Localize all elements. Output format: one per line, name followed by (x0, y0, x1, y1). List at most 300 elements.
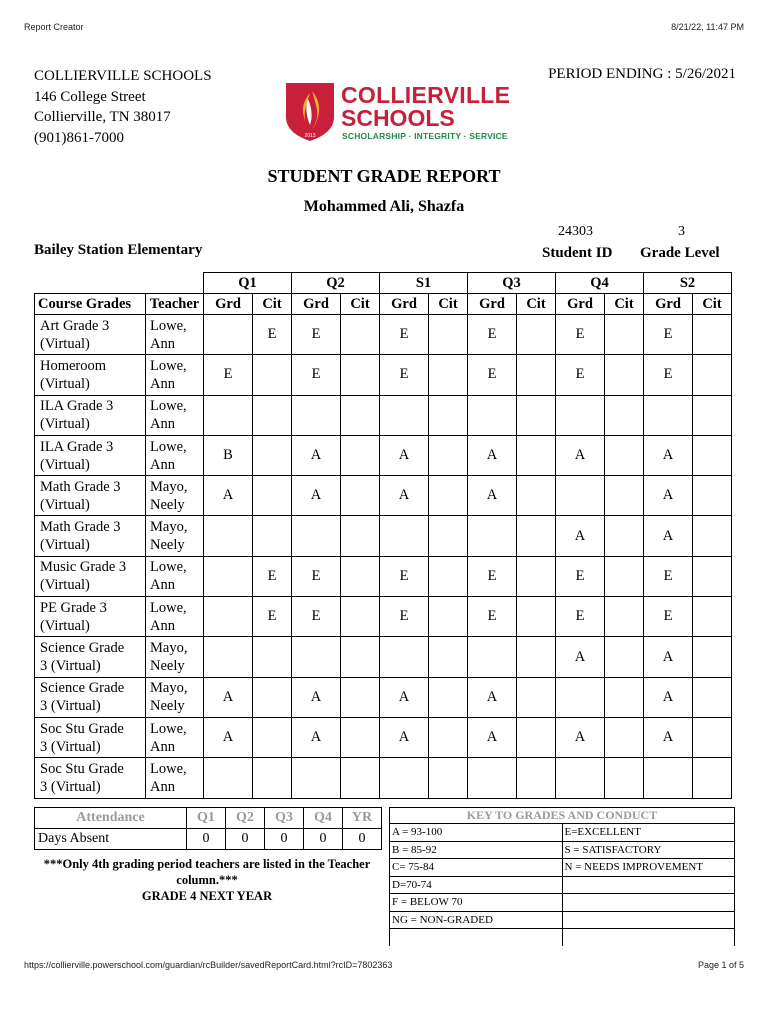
citizenship-cell (429, 637, 468, 677)
grade-cell: A (556, 717, 605, 757)
teacher-name-line: Mayo, (150, 519, 188, 536)
citizenship-cell (517, 476, 556, 516)
teacher-name (146, 677, 204, 717)
grade-key-table (389, 807, 735, 946)
grade-cell (468, 637, 517, 677)
grade-cell: A (292, 677, 341, 717)
key-row (390, 911, 735, 929)
school-building: Bailey Station Elementary (34, 242, 203, 258)
course-name (35, 677, 146, 717)
grade-cell: E (380, 315, 429, 355)
citizenship-cell (341, 476, 380, 516)
cit-header: Cit (429, 294, 468, 315)
grade-cell: E (556, 315, 605, 355)
grade-cell: A (204, 717, 253, 757)
school-phone: (901)861-7000 (34, 129, 124, 146)
citizenship-cell (605, 758, 644, 798)
citizenship-cell (693, 758, 732, 798)
grade-cell (468, 395, 517, 435)
grade-cell (204, 516, 253, 556)
grade-cell (380, 637, 429, 677)
key-grade-range: D=70-74 (390, 876, 563, 894)
teacher-name (146, 395, 204, 435)
teacher-name-line: Neely (150, 698, 185, 715)
attendance-col: YR (343, 808, 382, 829)
grade-cell: A (644, 476, 693, 516)
key-grade-range: A = 93-100 (390, 824, 563, 842)
grade-cell: A (380, 435, 429, 475)
attendance-col: Q1 (187, 808, 226, 829)
citizenship-cell (429, 516, 468, 556)
citizenship-cell: E (253, 597, 292, 637)
grade-cell (204, 395, 253, 435)
grade-cell: E (468, 315, 517, 355)
course-name-line: Soc Stu Grade (40, 760, 124, 777)
grade-cell: A (644, 677, 693, 717)
citizenship-cell (253, 435, 292, 475)
grade-cell (380, 758, 429, 798)
grade-cell: E (380, 355, 429, 395)
grade-cell: E (468, 597, 517, 637)
teacher-name-line: Ann (150, 577, 175, 594)
grade-cell: E (644, 315, 693, 355)
grades-table (34, 272, 732, 799)
school-city: Collierville, TN 38017 (34, 109, 171, 125)
grade-cell (468, 516, 517, 556)
course-name-line: Math Grade 3 (40, 519, 121, 536)
grades-body (35, 315, 732, 799)
report-title: STUDENT GRADE REPORT (267, 166, 501, 186)
citizenship-cell (693, 556, 732, 596)
citizenship-cell (341, 758, 380, 798)
course-name-line: (Virtual) (40, 375, 90, 392)
grade-cell: E (556, 355, 605, 395)
citizenship-cell (693, 717, 732, 757)
course-name-line: (Virtual) (40, 335, 90, 352)
cit-header: Cit (517, 294, 556, 315)
course-row (35, 355, 732, 395)
course-name-line: ILA Grade 3 (40, 438, 114, 455)
citizenship-cell: E (253, 556, 292, 596)
citizenship-cell (341, 435, 380, 475)
student-id-label: Student ID (542, 245, 613, 261)
teacher-name-line: Lowe, (150, 317, 187, 334)
period-header: Q3 (468, 273, 556, 294)
teacher-name-line: Ann (150, 416, 175, 433)
course-name-line: Soc Stu Grade (40, 720, 124, 737)
citizenship-cell (253, 758, 292, 798)
course-name-line: Math Grade 3 (40, 478, 121, 495)
citizenship-cell (605, 516, 644, 556)
grade-cell: A (468, 717, 517, 757)
key-conduct: S = SATISFACTORY (562, 841, 735, 859)
citizenship-cell (517, 556, 556, 596)
teacher-name-line: Ann (150, 456, 175, 473)
citizenship-cell (517, 677, 556, 717)
teacher-name-line: Ann (150, 375, 175, 392)
school-address (34, 66, 212, 148)
teacher-name-line: Lowe, (150, 438, 187, 455)
print-timestamp: 8/21/22, 11:47 PM (671, 22, 744, 32)
grade-cell (292, 516, 341, 556)
grade-cell: A (380, 476, 429, 516)
key-conduct: E=EXCELLENT (562, 824, 735, 842)
grade-cell: A (644, 435, 693, 475)
grade-cell: E (468, 355, 517, 395)
citizenship-cell (429, 395, 468, 435)
citizenship-cell (605, 556, 644, 596)
citizenship-cell (693, 677, 732, 717)
school-logo-icon (282, 79, 338, 143)
grade-cell: A (204, 677, 253, 717)
grade-cell (556, 677, 605, 717)
teacher-name-line: Lowe, (150, 559, 187, 576)
grd-header: Grd (380, 294, 429, 315)
student-name: Mohammed Ali, Shazfa (303, 198, 465, 215)
grade-cell: E (556, 597, 605, 637)
course-name-line: (Virtual) (40, 537, 90, 554)
teacher-name-line: Neely (150, 658, 185, 675)
course-name-line: 3 (Virtual) (40, 778, 101, 795)
citizenship-cell (341, 597, 380, 637)
teacher-name-line: Ann (150, 617, 175, 634)
grade-cell (556, 395, 605, 435)
course-name-line: Homeroom (40, 357, 107, 374)
course-row (35, 677, 732, 717)
course-name-line: (Virtual) (40, 577, 90, 594)
citizenship-cell (517, 315, 556, 355)
course-row (35, 717, 732, 757)
grd-header: Grd (468, 294, 517, 315)
grade-cell: E (380, 556, 429, 596)
attendance-col: Q3 (265, 808, 304, 829)
teacher-name-line: Lowe, (150, 398, 187, 415)
key-row (390, 824, 735, 842)
teacher-name-line: Lowe, (150, 720, 187, 737)
citizenship-cell (429, 435, 468, 475)
grd-header: Grd (292, 294, 341, 315)
grade-cell (204, 597, 253, 637)
course-name-line: Music Grade 3 (40, 559, 127, 576)
days-absent-value: 0 (226, 829, 265, 850)
citizenship-cell (605, 637, 644, 677)
period-header: S2 (644, 273, 732, 294)
grade-cell (556, 758, 605, 798)
course-name-line: Art Grade 3 (40, 317, 110, 334)
citizenship-cell (605, 395, 644, 435)
teacher-name-line: Mayo, (150, 680, 188, 697)
grade-cell: A (468, 476, 517, 516)
citizenship-cell (693, 395, 732, 435)
teacher-name-line: Neely (150, 537, 185, 554)
course-name (35, 395, 146, 435)
citizenship-cell (517, 355, 556, 395)
period-header: Q2 (292, 273, 380, 294)
period-header: Q4 (556, 273, 644, 294)
page-indicator: Page 1 of 5 (697, 960, 744, 970)
attendance-header-row (35, 808, 382, 829)
teacher-name (146, 315, 204, 355)
grd-header: Grd (644, 294, 693, 315)
teacher-name-line: Mayo, (150, 478, 188, 495)
citizenship-cell (605, 677, 644, 717)
course-name-line: Science Grade (40, 680, 125, 697)
course-row (35, 395, 732, 435)
grade-cell: E (556, 556, 605, 596)
citizenship-cell (693, 516, 732, 556)
grade-cell (644, 395, 693, 435)
citizenship-cell (253, 395, 292, 435)
teacher-name-line: Neely (150, 496, 185, 513)
citizenship-cell (429, 717, 468, 757)
attendance-table (34, 807, 382, 850)
grade-cell (292, 758, 341, 798)
course-name-line: 3 (Virtual) (40, 698, 101, 715)
grd-header: Grd (556, 294, 605, 315)
teacher-name-line: Ann (150, 738, 175, 755)
teacher-name (146, 355, 204, 395)
grade-cell: E (644, 597, 693, 637)
course-name (35, 435, 146, 475)
teacher-name-line: Lowe, (150, 599, 187, 616)
attendance-col: Q4 (304, 808, 343, 829)
grade-level-value: 3 (678, 224, 685, 239)
citizenship-cell (605, 435, 644, 475)
period-header: Q1 (204, 273, 292, 294)
grade-cell: E (292, 556, 341, 596)
citizenship-cell (605, 315, 644, 355)
logo-line1: COLLIERVILLE (341, 82, 511, 108)
grade-cell: B (204, 435, 253, 475)
course-row (35, 597, 732, 637)
school-name: COLLIERVILLE SCHOOLS (34, 68, 212, 84)
header-blank (35, 273, 204, 294)
citizenship-cell (253, 355, 292, 395)
citizenship-cell (693, 597, 732, 637)
course-name (35, 556, 146, 596)
citizenship-cell (517, 637, 556, 677)
citizenship-cell (429, 315, 468, 355)
key-conduct (562, 911, 735, 929)
course-name (35, 597, 146, 637)
logo-year: 2013 (304, 133, 316, 139)
teacher-name (146, 516, 204, 556)
attendance-title: Attendance (35, 808, 187, 829)
column-header-row (35, 294, 732, 315)
citizenship-cell (429, 758, 468, 798)
grade-cell: A (644, 516, 693, 556)
citizenship-cell (605, 597, 644, 637)
citizenship-cell (341, 395, 380, 435)
citizenship-cell (429, 355, 468, 395)
grade-cell: A (292, 476, 341, 516)
grade-cell: A (556, 516, 605, 556)
citizenship-cell (429, 677, 468, 717)
logo-tagline: SCHOLARSHIP · INTEGRITY · SERVICE (342, 131, 508, 141)
grade-cell: E (292, 355, 341, 395)
key-grade-range (390, 929, 563, 946)
grade-cell (292, 395, 341, 435)
grade-cell (556, 476, 605, 516)
key-row (390, 841, 735, 859)
logo-line2: SCHOOLS (341, 105, 455, 131)
citizenship-cell (253, 637, 292, 677)
teacher-name (146, 476, 204, 516)
citizenship-cell (517, 597, 556, 637)
key-grade-range: B = 85-92 (390, 841, 563, 859)
course-name-line: (Virtual) (40, 456, 90, 473)
course-row (35, 556, 732, 596)
key-row (390, 876, 735, 894)
grade-cell (292, 637, 341, 677)
grade-cell (380, 395, 429, 435)
course-name-line: (Virtual) (40, 416, 90, 433)
course-name-line: (Virtual) (40, 496, 90, 513)
grade-cell: A (292, 717, 341, 757)
citizenship-cell (341, 355, 380, 395)
key-conduct (562, 894, 735, 912)
citizenship-cell (341, 717, 380, 757)
teacher-name (146, 637, 204, 677)
course-name (35, 637, 146, 677)
grade-cell (204, 556, 253, 596)
grade-cell: E (644, 556, 693, 596)
course-name (35, 355, 146, 395)
teacher-name (146, 717, 204, 757)
grade-cell: E (644, 355, 693, 395)
cit-header: Cit (253, 294, 292, 315)
teacher-name-line: Lowe, (150, 357, 187, 374)
citizenship-cell (253, 677, 292, 717)
citizenship-cell (693, 315, 732, 355)
days-absent-value: 0 (187, 829, 226, 850)
course-name-line: ILA Grade 3 (40, 398, 114, 415)
citizenship-cell (517, 516, 556, 556)
student-id-value: 24303 (558, 224, 593, 239)
teacher-name (146, 435, 204, 475)
citizenship-cell (429, 556, 468, 596)
teacher-name-line: Lowe, (150, 760, 187, 777)
days-absent-value: 0 (265, 829, 304, 850)
app-title: Report Creator (24, 22, 84, 32)
cit-header: Cit (605, 294, 644, 315)
period-label: PERIOD ENDING (548, 66, 664, 82)
citizenship-cell (341, 516, 380, 556)
grade-cell: A (644, 637, 693, 677)
period-value: : 5/26/2021 (667, 66, 736, 82)
citizenship-cell (517, 395, 556, 435)
grade-cell (380, 516, 429, 556)
grade-cell (204, 758, 253, 798)
grade-cell (204, 315, 253, 355)
teacher-name-line: Ann (150, 778, 175, 795)
citizenship-cell (605, 717, 644, 757)
course-header: Course Grades (35, 294, 146, 315)
course-row (35, 516, 732, 556)
key-grade-range: C= 75-84 (390, 859, 563, 877)
citizenship-cell (693, 435, 732, 475)
teacher-name (146, 758, 204, 798)
days-absent-row (35, 829, 382, 850)
citizenship-cell (517, 717, 556, 757)
citizenship-cell (253, 717, 292, 757)
key-conduct (562, 876, 735, 894)
grade-cell: E (204, 355, 253, 395)
grade-cell: A (468, 677, 517, 717)
cit-header: Cit (693, 294, 732, 315)
key-grade-range: NG = NON-GRADED (390, 911, 563, 929)
teacher-header: Teacher (146, 294, 204, 315)
course-row (35, 637, 732, 677)
grade-cell (204, 637, 253, 677)
attendance-col: Q2 (226, 808, 265, 829)
grade-cell: A (644, 717, 693, 757)
page-url: https://collierville.powerschool.com/guardian/rcBuilder/savedReportCard.html?rcID=7802363 (24, 960, 393, 970)
next-year-note: GRADE 4 NEXT YEAR (141, 889, 273, 903)
grade-cell: E (292, 597, 341, 637)
days-absent-value: 0 (304, 829, 343, 850)
course-row (35, 435, 732, 475)
period-header: S1 (380, 273, 468, 294)
teacher-name-line: Mayo, (150, 640, 188, 657)
citizenship-cell (693, 476, 732, 516)
teacher-name-line: Ann (150, 335, 175, 352)
teacher-name (146, 597, 204, 637)
grade-cell: A (380, 677, 429, 717)
course-name-line: Science Grade (40, 640, 125, 657)
citizenship-cell (253, 516, 292, 556)
days-absent-label: Days Absent (35, 829, 187, 850)
citizenship-cell (693, 355, 732, 395)
key-body (390, 824, 735, 946)
course-name (35, 476, 146, 516)
key-row (390, 859, 735, 877)
citizenship-cell (253, 476, 292, 516)
citizenship-cell (341, 315, 380, 355)
course-name-line: PE Grade 3 (40, 599, 107, 616)
grade-cell: E (468, 556, 517, 596)
course-name (35, 758, 146, 798)
grade-cell (644, 758, 693, 798)
cit-header: Cit (341, 294, 380, 315)
grade-level-label: Grade Level (640, 245, 720, 261)
course-name (35, 717, 146, 757)
grade-cell: A (556, 637, 605, 677)
course-name (35, 315, 146, 355)
key-conduct: N = NEEDS IMPROVEMENT (562, 859, 735, 877)
citizenship-cell (341, 677, 380, 717)
course-row (35, 758, 732, 798)
citizenship-cell (517, 758, 556, 798)
grade-cell: A (204, 476, 253, 516)
citizenship-cell (429, 476, 468, 516)
citizenship-cell (429, 597, 468, 637)
citizenship-cell (605, 355, 644, 395)
grade-cell: A (556, 435, 605, 475)
key-conduct (562, 929, 735, 946)
course-name-line: 3 (Virtual) (40, 738, 101, 755)
grade-cell (468, 758, 517, 798)
period-ending (548, 66, 736, 83)
grade-cell: E (380, 597, 429, 637)
course-name (35, 516, 146, 556)
key-title: KEY TO GRADES AND CONDUCT (390, 808, 735, 824)
citizenship-cell (341, 556, 380, 596)
course-name-line: (Virtual) (40, 617, 90, 634)
teacher-note: ***Only 4th grading period teachers are listed in the Teacher column.*** (43, 857, 371, 887)
citizenship-cell: E (253, 315, 292, 355)
grade-cell: A (380, 717, 429, 757)
